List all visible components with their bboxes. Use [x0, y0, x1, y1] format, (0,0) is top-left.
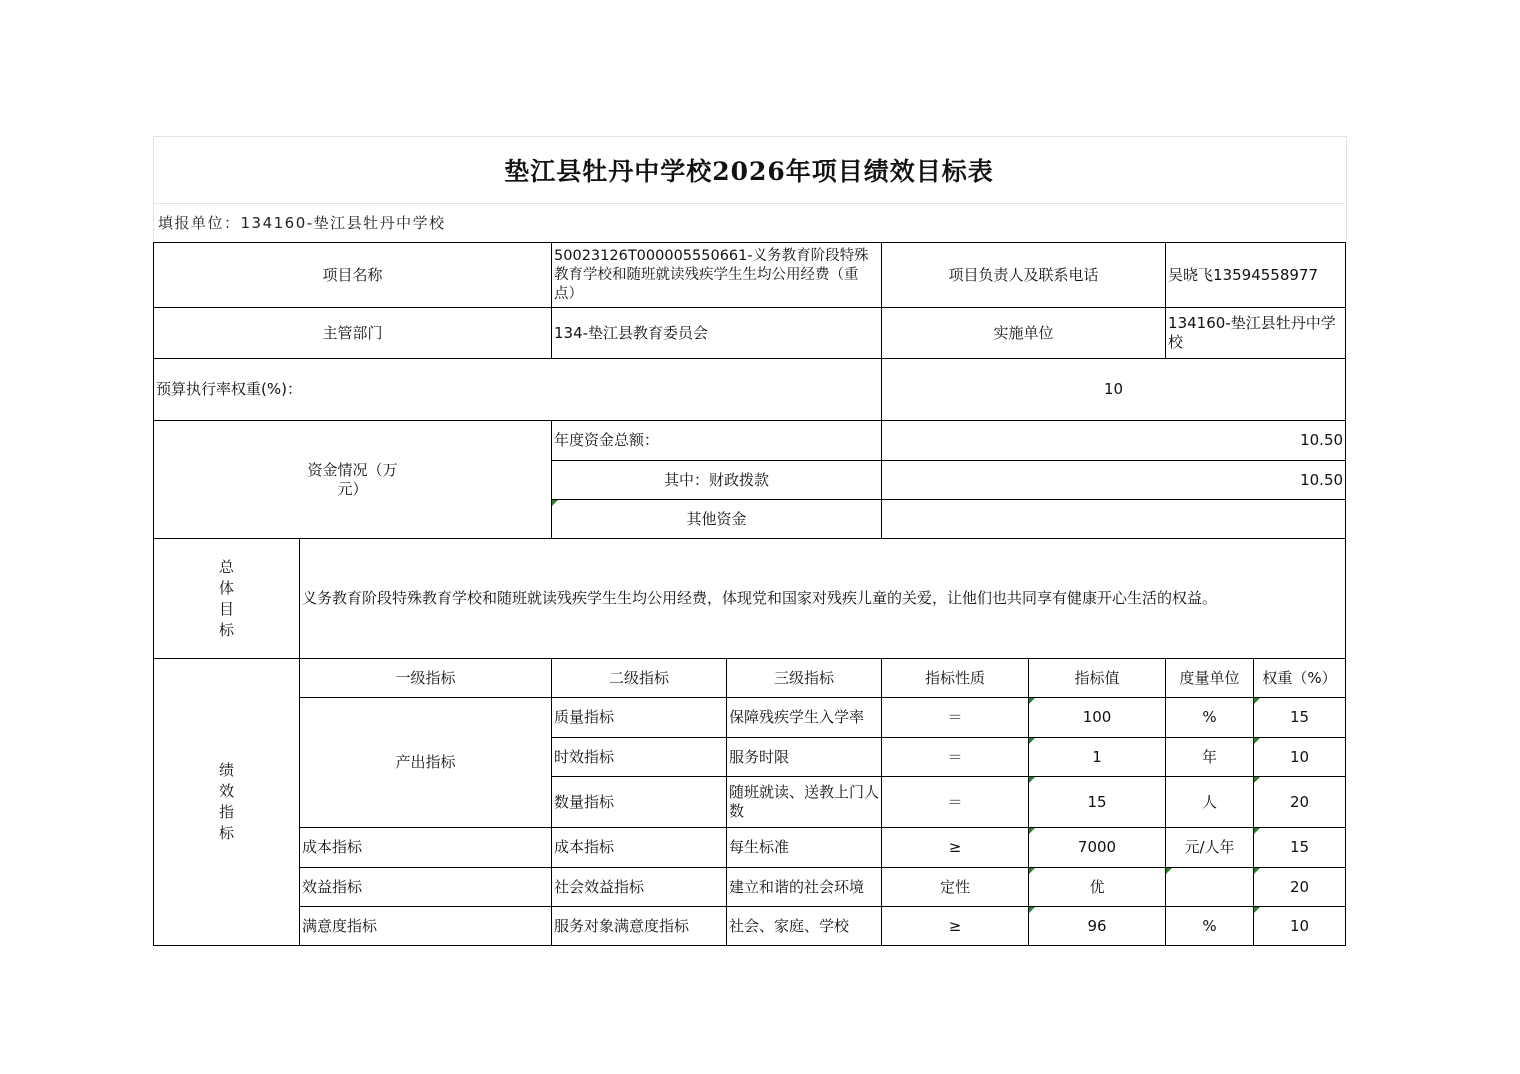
project-name-label: 项目名称 — [154, 243, 552, 308]
row-weight[interactable]: 20 — [1254, 777, 1346, 828]
table-row — [154, 907, 1346, 946]
contact-label: 项目负责人及联系电话 — [882, 243, 1166, 308]
funds-fiscal-value[interactable]: 10.50 — [882, 461, 1346, 500]
row-l2[interactable]: 成本指标 — [552, 828, 727, 868]
row-l1[interactable]: 满意度指标 — [300, 907, 552, 946]
row-nature[interactable]: ＝ — [882, 777, 1029, 828]
row-l1[interactable]: 成本指标 — [300, 828, 552, 868]
divider — [153, 203, 1345, 204]
header-l2: 二级指标 — [552, 659, 727, 698]
row-nature[interactable]: 定性 — [882, 868, 1029, 907]
indicators-label: 绩效指标 — [154, 659, 300, 946]
funds-other-label: 其他资金 — [552, 500, 882, 539]
row-l2[interactable]: 质量指标 — [552, 698, 727, 738]
row-l1[interactable]: 效益指标 — [300, 868, 552, 907]
row-l3[interactable]: 建立和谐的社会环境 — [727, 868, 882, 907]
project-name-value[interactable]: 50023126T000005550661-义务教育阶段特殊教育学校和随班就读残疾学生生均公用经费（重点） — [552, 243, 882, 308]
funds-label: 资金情况（万元） — [154, 421, 552, 539]
budget-rate-label: 预算执行率权重(%)： — [154, 359, 882, 421]
row-nature[interactable]: ＝ — [882, 698, 1029, 738]
contact-value[interactable]: 吴晓飞13594558977 — [1166, 243, 1346, 308]
table-row — [154, 828, 1346, 868]
row-l2[interactable]: 数量指标 — [552, 777, 727, 828]
dept-label: 主管部门 — [154, 308, 552, 359]
funds-total-value[interactable]: 10.50 — [882, 421, 1346, 461]
row-unit[interactable]: % — [1166, 907, 1254, 946]
funds-fiscal-label: 其中：财政拨款 — [552, 461, 882, 500]
funds-other-value[interactable] — [882, 500, 1346, 539]
row-value[interactable]: 15 — [1029, 777, 1166, 828]
row-l2[interactable]: 时效指标 — [552, 738, 727, 777]
row-value[interactable]: 优 — [1029, 868, 1166, 907]
row-l3[interactable]: 随班就读、送教上门人数 — [727, 777, 882, 828]
table-row — [154, 868, 1346, 907]
table-row — [154, 698, 1346, 738]
row-unit[interactable]: 人 — [1166, 777, 1254, 828]
budget-rate-value[interactable]: 10 — [882, 359, 1346, 421]
row-l2[interactable]: 服务对象满意度指标 — [552, 907, 727, 946]
row-unit[interactable]: % — [1166, 698, 1254, 738]
filler-unit: 填报单位：134160-垫江县牡丹中学校 — [158, 214, 446, 232]
row-weight[interactable]: 10 — [1254, 738, 1346, 777]
row-l3[interactable]: 每生标准 — [727, 828, 882, 868]
output-group: 产出指标 — [300, 698, 552, 828]
row-value[interactable]: 100 — [1029, 698, 1166, 738]
row-weight[interactable]: 10 — [1254, 907, 1346, 946]
impl-label: 实施单位 — [882, 308, 1166, 359]
dept-value[interactable]: 134-垫江县教育委员会 — [552, 308, 882, 359]
header-unit: 度量单位 — [1166, 659, 1254, 698]
row-l3[interactable]: 服务时限 — [727, 738, 882, 777]
impl-value[interactable]: 134160-垫江县牡丹中学校 — [1166, 308, 1346, 359]
row-value[interactable]: 96 — [1029, 907, 1166, 946]
row-value[interactable]: 1 — [1029, 738, 1166, 777]
funds-total-label: 年度资金总额： — [552, 421, 882, 461]
row-nature[interactable]: ＝ — [882, 738, 1029, 777]
row-weight[interactable]: 15 — [1254, 698, 1346, 738]
row-unit[interactable]: 年 — [1166, 738, 1254, 777]
header-nature: 指标性质 — [882, 659, 1029, 698]
row-value[interactable]: 7000 — [1029, 828, 1166, 868]
performance-table — [153, 242, 1346, 946]
row-weight[interactable]: 20 — [1254, 868, 1346, 907]
overall-text[interactable]: 义务教育阶段特殊教育学校和随班就读残疾学生生均公用经费，体现党和国家对残疾儿童的关爱，让他们也共同享有健康开心生活的权益。 — [300, 539, 1346, 659]
row-l3[interactable]: 保障残疾学生入学率 — [727, 698, 882, 738]
row-unit[interactable] — [1166, 868, 1254, 907]
row-unit[interactable]: 元/人年 — [1166, 828, 1254, 868]
overall-label: 总体目标 — [154, 539, 300, 659]
header-l3: 三级指标 — [727, 659, 882, 698]
row-nature[interactable]: ≥ — [882, 907, 1029, 946]
row-l2[interactable]: 社会效益指标 — [552, 868, 727, 907]
header-weight: 权重（%） — [1254, 659, 1346, 698]
row-l3[interactable]: 社会、家庭、学校 — [727, 907, 882, 946]
row-nature[interactable]: ≥ — [882, 828, 1029, 868]
row-weight[interactable]: 15 — [1254, 828, 1346, 868]
header-l1: 一级指标 — [300, 659, 552, 698]
header-value: 指标值 — [1029, 659, 1166, 698]
page-title: 垫江县牡丹中学校2026年项目绩效目标表 — [504, 156, 994, 186]
